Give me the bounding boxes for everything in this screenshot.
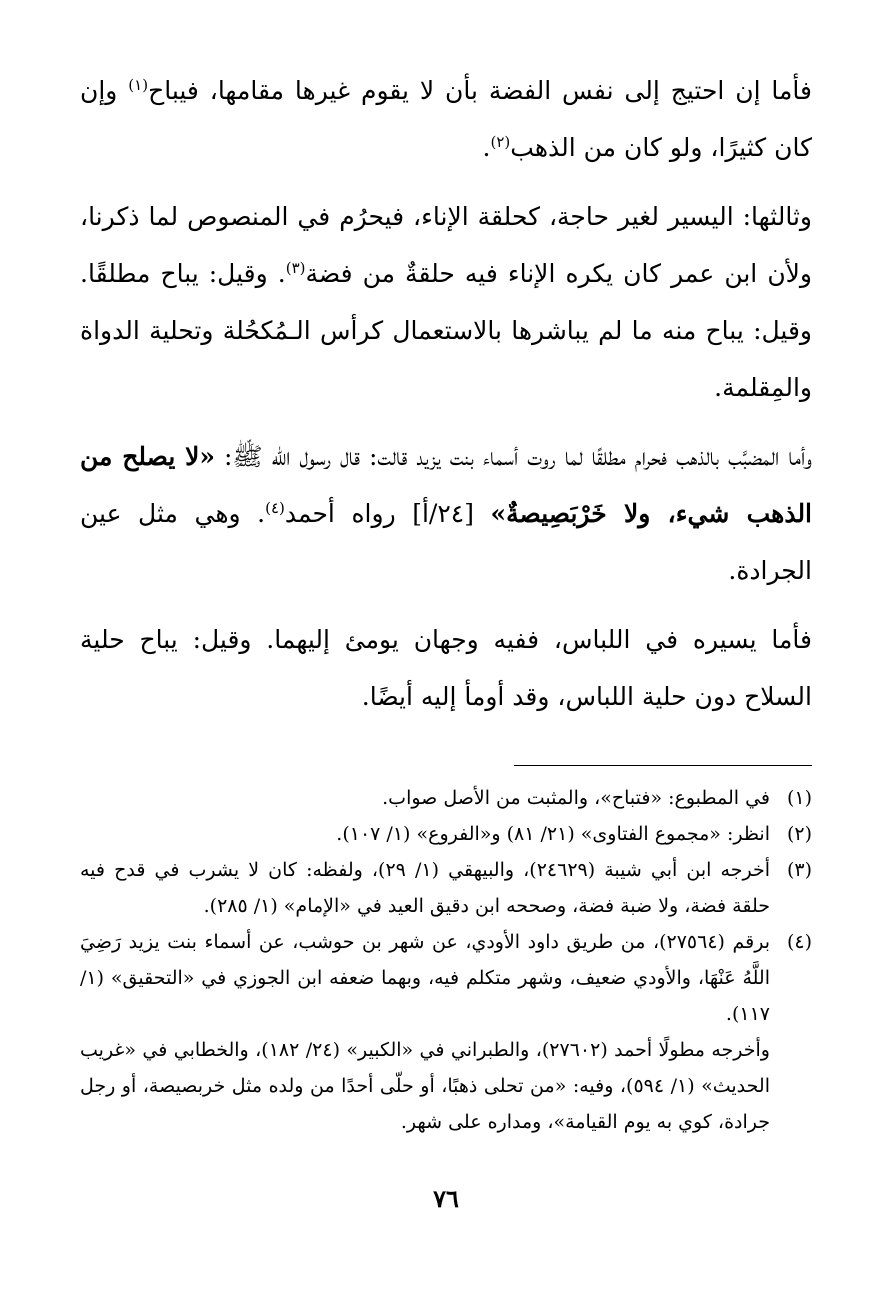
footnote-divider [514,765,812,766]
paragraph-1 [80,62,812,176]
paragraph-2 [80,188,812,416]
paragraph-4-text-a: فأما يسيره في اللباس، ففيه وجهان يومئ إليهما. وقيل: يباح حلية السلاح دون حلية اللباس، وقد أومأ إليه أيضًا. [80,625,812,711]
footnote-1-text: في المطبوع: «فتباح»، والمثبت من الأصل صواب. [382,787,770,809]
footnote-3-number: (٣) [786,859,812,881]
footnote-4 [80,924,812,1032]
footnote-1 [80,780,812,816]
hadith-quote: «لا يصلح من الذهب شيء، ولا خَرْبَصِيصةٌ» [80,442,813,528]
paragraph-4 [80,611,812,725]
footnote-4-continuation: وأخرجه مطولًا أحمد (٢٧٦٠٢)، والطبراني في «الكبير» (٢٤/ ١٨٢)، والخطابي في «غريب الحديث» (١/ ٥٩٤)، وفيه: «من تحلى ذهبًا، أو حلّى أحدًا من ولده مثل خربصيصة، أو رجل جرادة، كوي به يوم القيامة»، ومداره على شهر. [80,1039,770,1133]
footnote-2-number: (٢) [786,823,812,845]
paragraph-3-text-c: . وهي مثل عين الجرادة. [80,499,812,585]
footnote-ref-1[interactable]: (١) [128,76,149,94]
paragraph-3-text-a: وأما المضبَّب بالذهب فحرام مطلقًا لما روت أسماء بنت يزيد قالت: قال رسول الله ﷺ: [214,442,812,471]
footnote-4-number: (٤) [786,931,812,953]
paragraph-3-text-b: [٢٤/أ] رواه أحمد [284,499,491,528]
paragraph-1-text-a: فأما إن احتيج إلى نفس الفضة بأن لا يقوم غيرها مقامها، فيباح [148,76,813,105]
page-number: ٧٦ [433,1184,459,1213]
paragraph-1-text-c: . [482,133,491,162]
paragraph-3 [80,428,812,599]
footnote-3 [80,852,812,924]
footnote-1-number: (١) [786,787,812,809]
footnote-ref-3[interactable]: (٣) [285,259,306,277]
footnote-2-text: انظر: «مجموع الفتاوى» (٢١/ ٨١) و«الفروع» (١/ ١٠٧). [336,823,770,845]
paragraph-2-text-a: وثالثها: اليسير لغير حاجة، كحلقة الإناء، فيحرُم في المنصوص لما ذكرنا، ولأن ابن عمر كان يكره الإناء فيه حلقةٌ من فضة [80,202,813,288]
footnote-ref-2[interactable]: (٢) [490,133,511,151]
footnote-4-text: برقم (٢٧٥٦٤)، من طريق داود الأودي، عن شهر بن حوشب، عن أسماء بنت يزيد رَضِيَ اللَّهُ عَنْهَا، والأودي ضعيف، وشهر متكلم فيه، وبهما ضعفه ابن الجوزي في «التحقيق» (١/ ١١٧). [80,931,770,1025]
footnote-3-text: أخرجه ابن أبي شيبة (٢٤٦٢٩)، والبيهقي (١/ ٢٩)، ولفظه: كان لا يشرب في قدح فيه حلقة فضة، ولا ضبة فضة، وصححه ابن دقيق العيد في «الإمام» (١/ ٢٨٥). [80,859,770,917]
paragraph-1-text-b: وإن كان كثيرًا، ولو كان من الذهب [80,76,812,162]
footnote-ref-4[interactable]: (٤) [265,499,285,517]
footnote-2 [80,816,812,852]
paragraph-2-text-b: . وقيل: يباح مطلقًا. وقيل: يباح منه ما لم يباشرها بالاستعمال كرأس الـمُكحُلة وتحلية الدواة والمِقلمة. [80,259,812,402]
